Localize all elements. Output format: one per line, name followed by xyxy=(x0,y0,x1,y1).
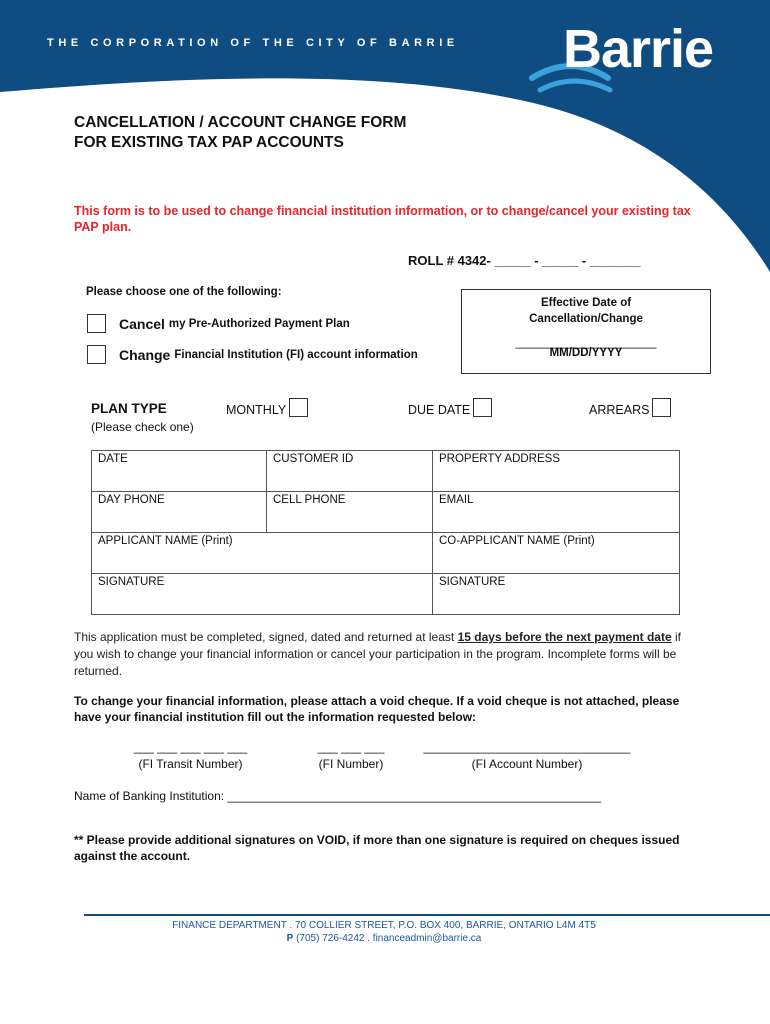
plan-due-date[interactable] xyxy=(408,398,492,417)
cell-phone-cell[interactable]: CELL PHONE xyxy=(267,492,433,533)
note-emphasis: 15 days before the next payment date xyxy=(457,630,672,644)
fi-transit-group xyxy=(113,740,268,771)
footer-address: FINANCE DEPARTMENT . 70 COLLIER STREET, P.O. BOX 400, BARRIE, ONTARIO L4M 4T5 xyxy=(172,920,596,931)
fi-transit-field[interactable]: ___ ___ ___ ___ ___ xyxy=(133,740,248,754)
note-part1: This application must be completed, signed, dated and returned at least xyxy=(74,630,458,644)
banking-institution-field[interactable]: Name of Banking Institution: ________________________________________________________ xyxy=(74,789,602,803)
monthly-checkbox[interactable] xyxy=(289,398,308,417)
email-cell[interactable]: EMAIL xyxy=(433,492,680,533)
table-row xyxy=(92,574,680,615)
fi-account-group xyxy=(412,740,642,771)
phone-prefix: P xyxy=(286,933,294,944)
co-signature-cell[interactable]: SIGNATURE xyxy=(433,574,680,615)
date-cell[interactable]: DATE xyxy=(92,451,267,492)
fi-account-label: (FI Account Number) xyxy=(471,757,583,771)
submission-note xyxy=(74,629,686,680)
property-address-cell[interactable]: PROPERTY ADDRESS xyxy=(433,451,680,492)
footer-divider xyxy=(84,914,770,916)
applicant-name-cell[interactable]: APPLICANT NAME (Print) xyxy=(92,533,433,574)
form-title xyxy=(74,113,406,153)
option-cancel[interactable] xyxy=(87,314,350,333)
effective-title-line1: Effective Date of xyxy=(540,297,632,309)
table-row xyxy=(92,533,680,574)
table-row xyxy=(92,492,680,533)
footer-contact xyxy=(84,932,684,945)
plan-arrears-label: ARREARS xyxy=(589,403,650,417)
option-cancel-lead: Cancel xyxy=(119,315,165,332)
customer-id-cell[interactable]: CUSTOMER ID xyxy=(267,451,433,492)
option-change[interactable] xyxy=(87,345,418,364)
intro-text: This form is to be used to change financial institution information, or to change/cancel your existing tax PAP plan. xyxy=(74,204,691,234)
option-change-lead: Change xyxy=(119,346,171,363)
arrears-checkbox[interactable] xyxy=(652,398,671,417)
plan-due-date-label: DUE DATE xyxy=(408,403,471,417)
option-cancel-text: my Pre-Authorized Payment Plan xyxy=(168,317,350,330)
void-signature-note: ** Please provide additional signatures on VOID, if more than one signature is required on cheques issued against the account. xyxy=(74,833,680,863)
form-title-line1: CANCELLATION / ACCOUNT CHANGE FORM xyxy=(74,114,407,131)
cancel-checkbox[interactable] xyxy=(87,314,106,333)
fi-number-group xyxy=(306,740,396,771)
effective-title-line2: Cancellation/Change xyxy=(529,313,643,325)
fi-transit-label: (FI Transit Number) xyxy=(138,757,243,771)
void-cheque-instruction: To change your financial information, please attach a void cheque. If a void cheque is not attached, please have your financial institution fill out the information requested below: xyxy=(74,694,680,724)
option-change-text: Financial Institution (FI) account information xyxy=(174,348,418,361)
plan-monthly[interactable] xyxy=(226,398,308,417)
applicant-info-table xyxy=(91,450,680,615)
barrie-logo: Barrie xyxy=(563,19,714,79)
fi-account-field[interactable]: _______________________________ xyxy=(423,740,631,754)
change-checkbox[interactable] xyxy=(87,345,106,364)
fi-number-label: (FI Number) xyxy=(318,757,384,771)
roll-number-field[interactable]: ROLL # 4342- _____ - _____ - _______ xyxy=(408,253,641,268)
plan-type-label: PLAN TYPE xyxy=(91,401,167,416)
plan-type-hint: (Please check one) xyxy=(91,420,194,434)
corporation-name: THE CORPORATION OF THE CITY OF BARRIE xyxy=(47,37,459,49)
effective-date-field[interactable]: ______________________ xyxy=(515,337,657,349)
plan-arrears[interactable] xyxy=(589,398,671,417)
due-date-checkbox[interactable] xyxy=(473,398,492,417)
effective-date-box xyxy=(461,289,711,374)
table-row xyxy=(92,451,680,492)
signature-cell[interactable]: SIGNATURE xyxy=(92,574,433,615)
effective-date-title xyxy=(462,295,710,327)
fi-number-field[interactable]: ___ ___ ___ xyxy=(317,740,385,754)
co-applicant-name-cell[interactable]: CO-APPLICANT NAME (Print) xyxy=(433,533,680,574)
form-title-line2: FOR EXISTING TAX PAP ACCOUNTS xyxy=(74,134,344,151)
choose-label: Please choose one of the following: xyxy=(86,286,282,298)
footer-phone-email: (705) 726-4242 . financeadmin@barrie.ca xyxy=(293,933,482,944)
plan-monthly-label: MONTHLY xyxy=(226,403,287,417)
day-phone-cell[interactable]: DAY PHONE xyxy=(92,492,267,533)
effective-date-format: MM/DD/YYYY xyxy=(549,347,623,359)
note-part2: if you wish to change your financial information or cancel your participation in the program. Incomplete forms will be returned. xyxy=(74,630,681,678)
footer xyxy=(84,919,684,945)
